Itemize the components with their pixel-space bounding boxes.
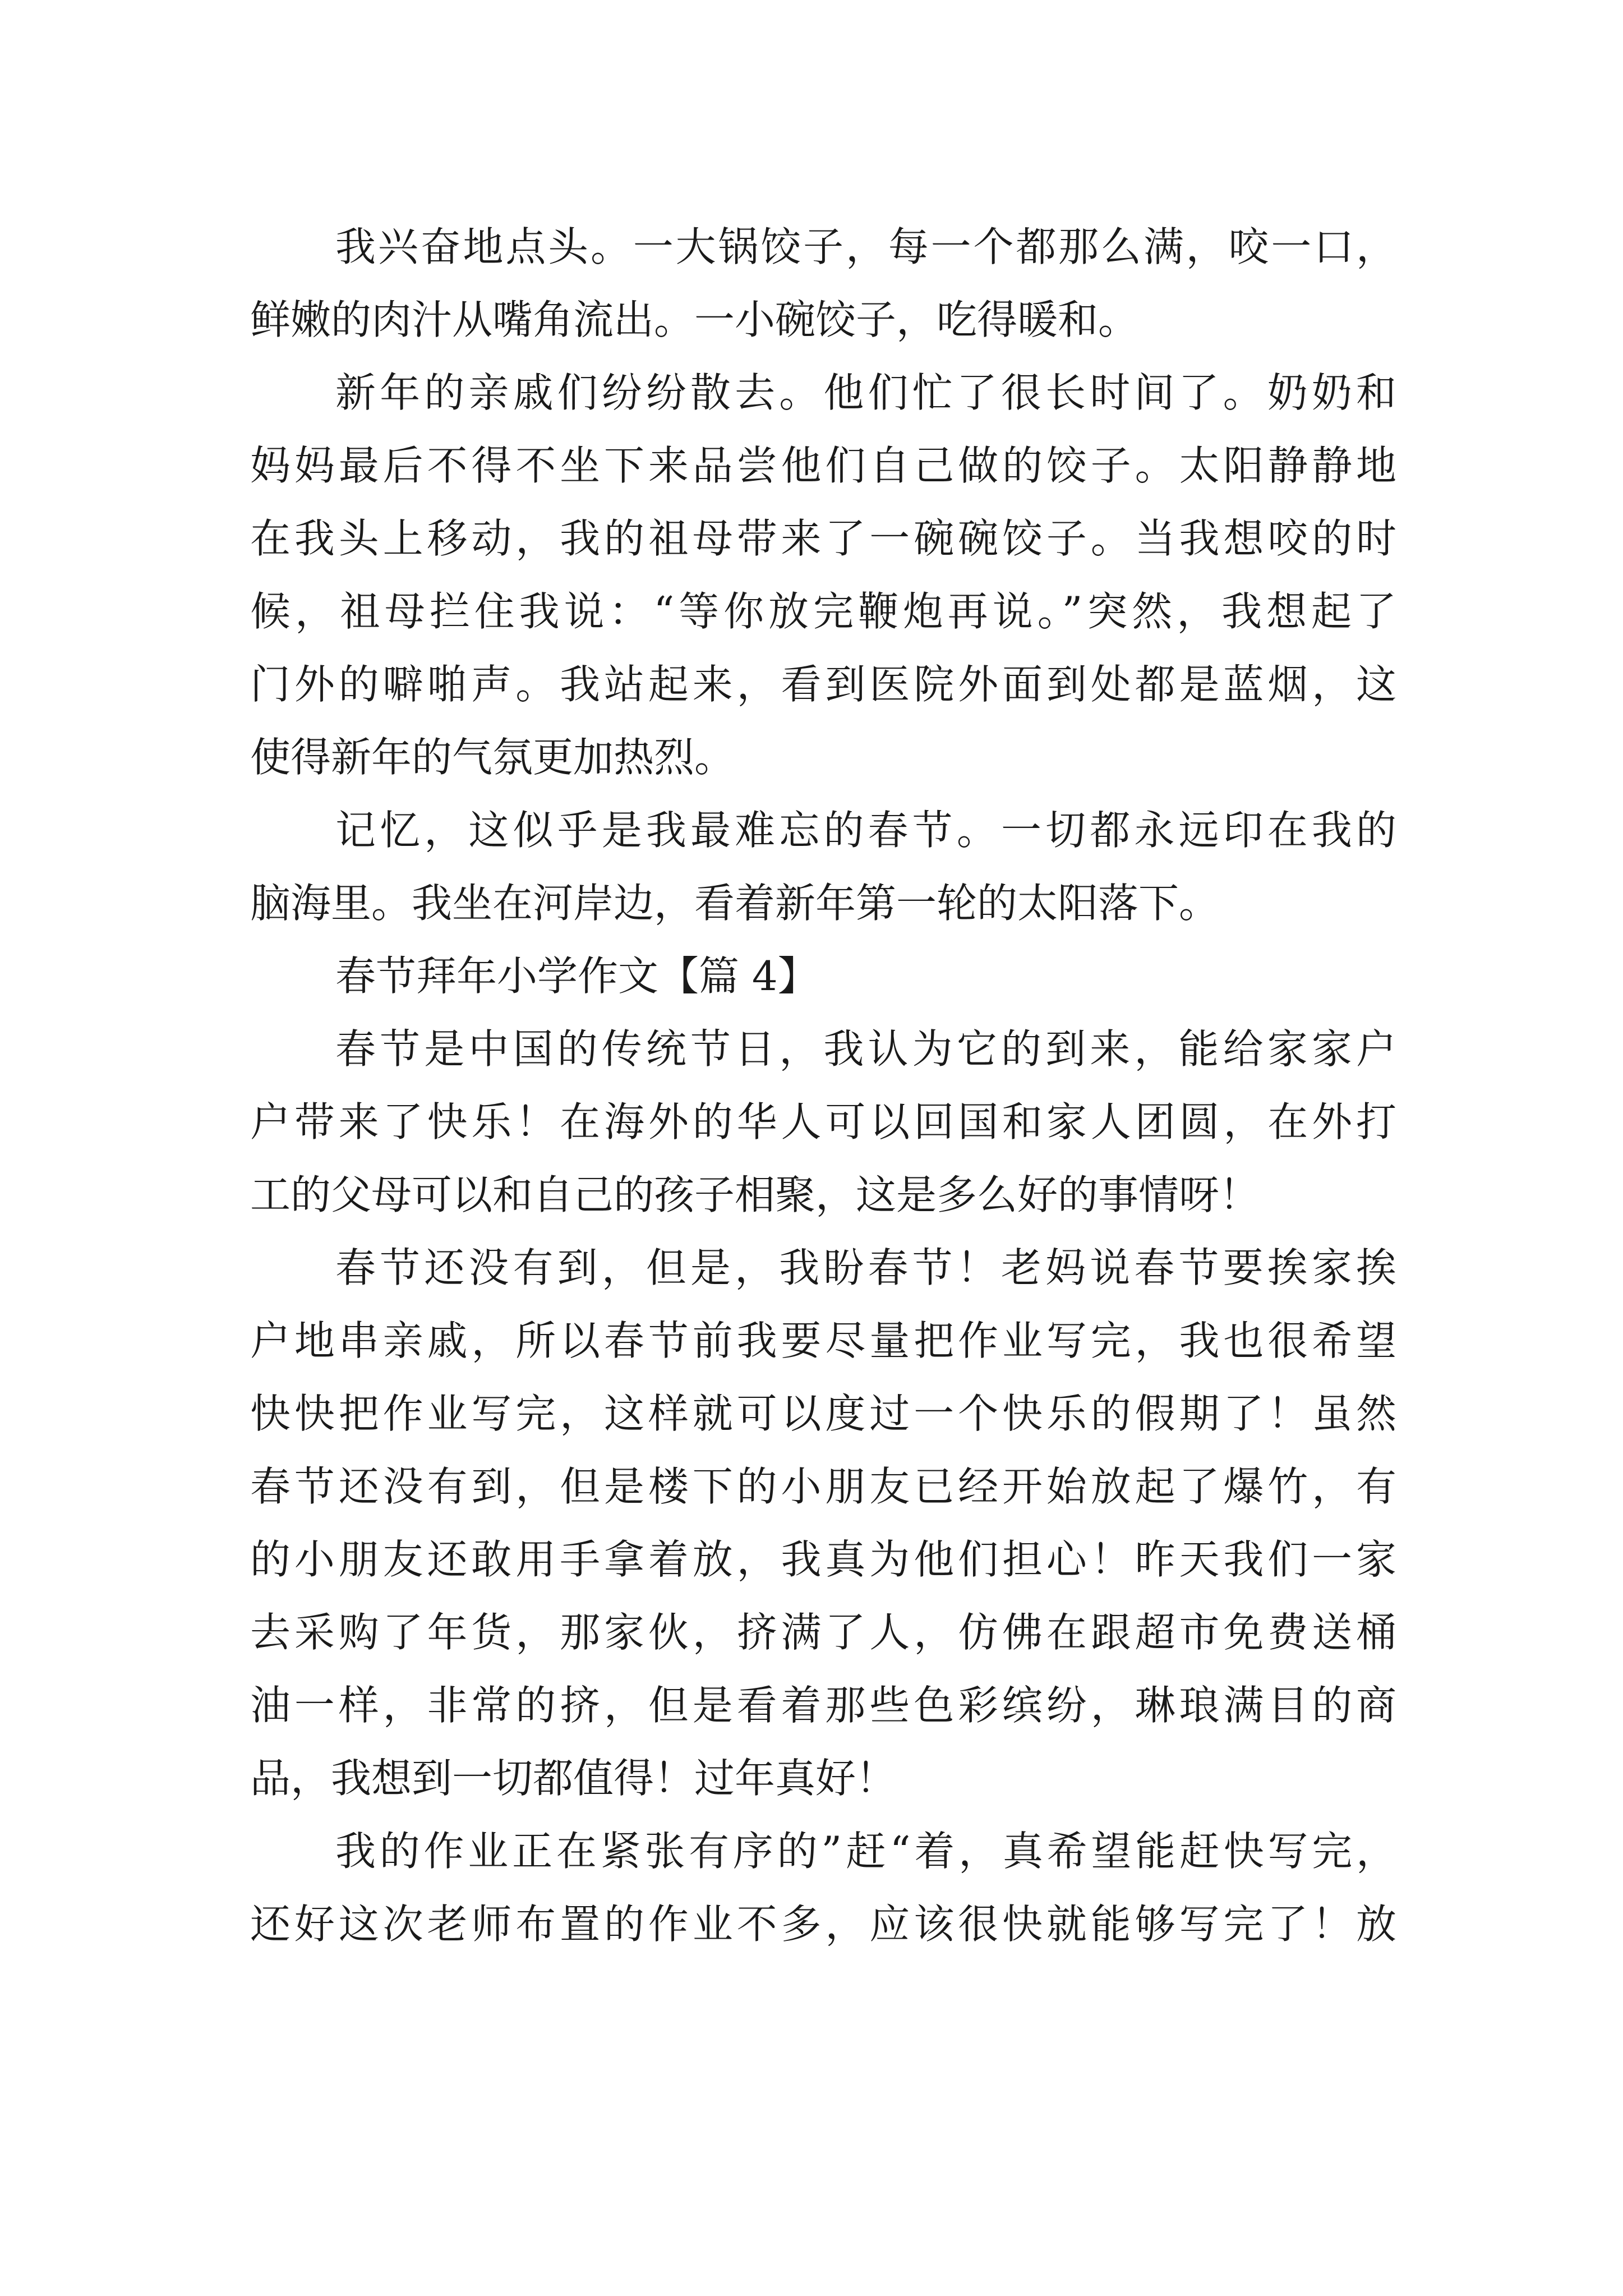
text-line: 户带来了快乐！在海外的华人可以回国和家人团圆，在外打 <box>250 1098 1396 1145</box>
text-line: 使得新年的气氛更加热烈。 <box>250 734 735 781</box>
text-line: 春节是中国的传统节日，我认为它的到来，能给家家户 <box>335 1025 1396 1073</box>
text-line: 新年的亲戚们纷纷散去。他们忙了很长时间了。奶奶和 <box>335 369 1396 416</box>
text-line: 门外的噼啪声。我站起来，看到医院外面到处都是蓝烟，这 <box>250 661 1396 708</box>
paragraph <box>250 794 1396 940</box>
text-line: 我兴奋地点头。一大锅饺子，每一个都那么满，咬一口， <box>335 223 1396 270</box>
paragraph <box>250 1013 1396 1231</box>
text-line: 的小朋友还敢用手拿着放，我真为他们担心！昨天我们一家 <box>250 1536 1396 1583</box>
text-line: 工的父母可以和自己的孩子相聚，这是多么好的事情呀！ <box>250 1171 1260 1218</box>
text-line: 春节还没有到，但是楼下的小朋友已经开始放起了爆竹，有 <box>250 1463 1396 1510</box>
text-line: 脑海里。我坐在河岸边，看着新年第一轮的太阳落下。 <box>250 880 1220 927</box>
text-line: 去采购了年货，那家伙，挤满了人，仿佛在跟超市免费送桶 <box>250 1609 1396 1656</box>
paragraph <box>250 1231 1396 1815</box>
text-line: 妈妈最后不得不坐下来品尝他们自己做的饺子。太阳静静地 <box>250 442 1396 489</box>
paragraph <box>250 356 1396 794</box>
text-line: 快快把作业写完，这样就可以度过一个快乐的假期了！虽然 <box>250 1390 1396 1437</box>
paragraph <box>250 210 1396 356</box>
text-line: 在我头上移动，我的祖母带来了一碗碗饺子。当我想咬的时 <box>250 515 1396 562</box>
text-line: 油一样，非常的挤，但是看着那些色彩缤纷，琳琅满目的商 <box>250 1682 1396 1729</box>
section-heading: 春节拜年小学作文【篇 4】 <box>335 953 818 1000</box>
text-line: 还好这次老师布置的作业不多，应该很快就能够写完了！放 <box>250 1901 1396 1948</box>
text-line: 鲜嫩的肉汁从嘴角流出。一小碗饺子，吃得暖和。 <box>250 296 1139 343</box>
document-body <box>250 210 1396 1961</box>
text-line: 品，我想到一切都值得！过年真好！ <box>250 1755 897 1802</box>
paragraph <box>250 1815 1396 1961</box>
text-line: 记忆，这似乎是我最难忘的春节。一切都永远印在我的 <box>335 807 1396 854</box>
text-line: 春节还没有到，但是，我盼春节！老妈说春节要挨家挨 <box>335 1244 1396 1291</box>
text-line: 候，祖母拦住我说：“等你放完鞭炮再说。”突然，我想起了 <box>250 588 1396 635</box>
text-line: 户地串亲戚，所以春节前我要尽量把作业写完，我也很希望 <box>250 1317 1396 1364</box>
text-line: 我的作业正在紧张有序的”赶“着，真希望能赶快写完， <box>335 1828 1396 1875</box>
